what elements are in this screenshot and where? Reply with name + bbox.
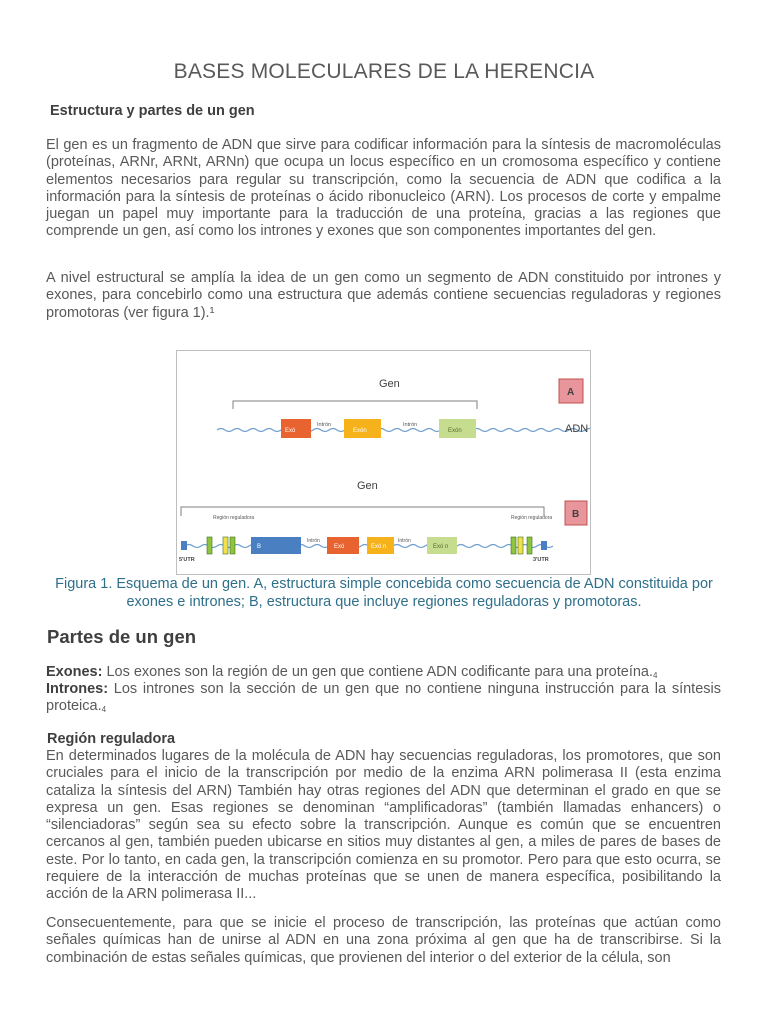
- regulatory-element-6: [527, 537, 532, 554]
- regulatory-element-2: [223, 537, 228, 554]
- dna-strand-a: [217, 429, 590, 432]
- gen-label-b: Gen: [357, 480, 378, 492]
- section-heading-parts: Partes de un gen: [47, 626, 197, 647]
- gene-diagram: [177, 351, 590, 574]
- intrones-label: Intrones:: [46, 681, 109, 697]
- exon-b3-label: Exó n: [433, 544, 449, 550]
- regulatory-region-right-label: Región reguladora: [511, 515, 553, 521]
- page-title: BASES MOLECULARES DE LA HERENCIA: [173, 60, 595, 83]
- utr3-label: 3'UTR: [533, 557, 549, 563]
- regulatory-region-left-label: Región reguladora: [213, 515, 255, 521]
- exon-b1-label: Exó: [334, 544, 345, 550]
- adn-label: ADN: [565, 423, 589, 435]
- paragraph-regulatory: En determinados lugares de la molécula de ADN hay secuencias reguladoras, los promotores, que son cruciales para el inicio de la transcripción por medio de la enzima ARN polimerasa II (esta enzima cataliza la síntesis del ARN) También hay otras regiones del ADN que determinan el grado en que se expresa un gen. Esas regiones se denominan “amplificadoras” (también llamadas enhancers) o “silenciadoras” según sea su efecto sobre la transcripción. Aunque es común que se encuentren cercanos al gen, también pueden ubicarse en sitios muy distantes al gen, a miles de pares de bases de este. Por lo tanto, en cada gen, la transcripción comienza en su promotor. Pero para que esto ocurra, se requiere de la interacción de muchas proteínas que se unen de manera específica, posibilitando la acción de la ARN polimerasa II...: [46, 748, 721, 903]
- exon-b2-label: Exó n: [371, 544, 387, 550]
- utr3-marker: [541, 541, 547, 550]
- intron-b2-label: Intrón: [398, 538, 411, 544]
- gen-bracket-a: [233, 401, 477, 409]
- intron-a1-label: Intrón: [317, 422, 332, 428]
- exon-a3-label: Exón: [448, 428, 462, 434]
- regulatory-element-1: [207, 537, 212, 554]
- label-a: A: [567, 387, 575, 398]
- gen-label-a: Gen: [379, 378, 400, 390]
- promoter-label: B: [257, 544, 262, 550]
- figure-caption: Figura 1. Esquema de un gen. A, estructura simple concebida como secuencia de ADN constituida por exones e intrones; B, estructura que incluye regiones reguladoras y promotoras.: [55, 576, 713, 610]
- exon-a1-label: Exó: [285, 428, 296, 434]
- exones-text: Los exones son la región de un gen que contiene ADN codificante para una proteína.: [102, 664, 654, 680]
- regulatory-element-5: [518, 537, 523, 554]
- intrones-ref: 4: [101, 705, 107, 715]
- exones-label: Exones:: [46, 664, 103, 680]
- paragraph-intrones: [46, 681, 721, 719]
- section-heading-structure: Estructura y partes de un gen: [50, 103, 255, 119]
- label-b: B: [572, 509, 580, 520]
- gene-diagram-figure: [176, 350, 591, 575]
- paragraph-gene-definition: El gen es un fragmento de ADN que sirve para codificar información para la síntesis de macromoléculas (proteínas, ARNr, ARNt, ARNn) que ocupa un locus específico en un cromosoma específico y contiene elementos necesarios para regular su transcripción, como la secuencia de ADN que codifica a la información para la síntesis de proteínas o ácido ribonucleico (ARN). Los procesos de corte y empalme juegan un papel muy importante para la traducción de una proteína, gracias a las regiones que comprende un gen, así como los intrones y exones que son componentes importantes del gen.: [46, 137, 721, 240]
- utr5-marker: [181, 541, 187, 550]
- regulatory-element-4: [511, 537, 516, 554]
- paragraph-structure: A nivel estructural se amplía la idea de un gen como un segmento de ADN constituido por intrones y exones, para concebirlo como una estructura que además contiene secuencias reguladoras y regiones promotoras (ver figura 1).¹: [46, 270, 721, 321]
- utr5-label: 5'UTR: [179, 557, 195, 563]
- exones-ref: 4: [653, 671, 658, 680]
- paragraph-consequently: Consecuentemente, para que se inicie el proceso de transcripción, las proteínas que actúan como señales químicas han de unirse al ADN en una zona próxima al gen que ha de transcribirse. Si la combinación de estas señales químicas, que provienen del interior o del exterior de la célula, son: [46, 915, 721, 966]
- section-heading-regulatory: Región reguladora: [47, 731, 176, 747]
- regulatory-element-3: [230, 537, 235, 554]
- intrones-text: Los intrones son la sección de un gen que no contiene ninguna instrucción para la síntesis proteica.: [46, 681, 721, 715]
- exon-a2-label: Exón: [353, 428, 367, 434]
- intron-b1-label: Intrón: [307, 538, 320, 544]
- intron-a2-label: Intrón: [403, 422, 418, 428]
